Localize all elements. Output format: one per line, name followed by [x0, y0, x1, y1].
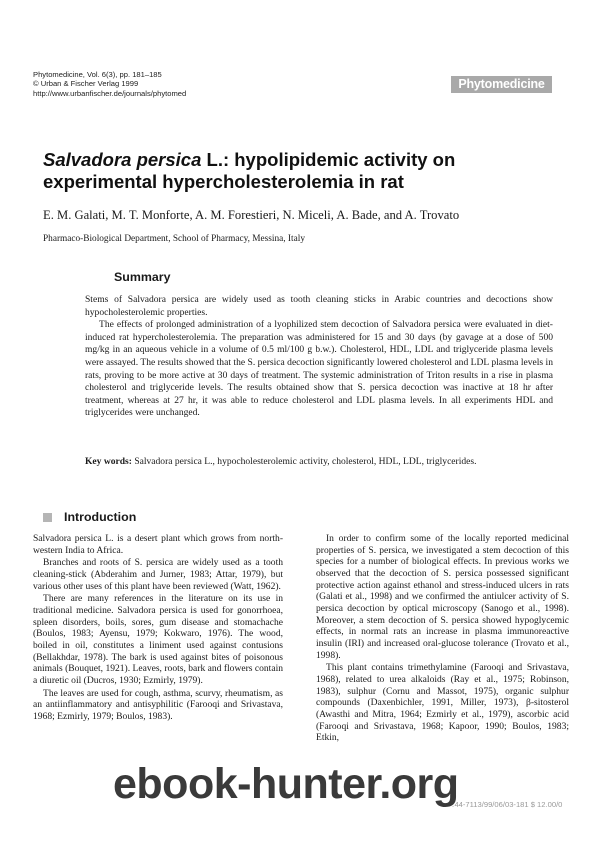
- body-paragraph: Salvadora persica L. is a desert plant which grows from north-western India to Africa.: [33, 533, 283, 556]
- journal-url[interactable]: http://www.urbanfischer.de/journals/phytomed: [33, 88, 187, 98]
- summary-paragraph: Stems of Salvadora persica are widely used as tooth cleaning sticks in Arabic countries and decoctions show hypocholesterolemic properties.: [85, 294, 553, 318]
- body-paragraph: This plant contains trimethylamine (Farooqi and Srivastava, 1968), related to urea alkaloids (Ray et al., 1975; Robinson, 1983), sulphur (Cornu and Massot, 1975), organic sulphur compounds (Daxenbichler, 1991, Miller, 1973), β-sitosterol (Awasthi and Mitra, 1964; Ezmirly et al., 1979), ascorbic acid (Farooqi and Srivastava, 1968; Kapoor, 1990; Boulos, 1983; Etkin,: [316, 662, 569, 744]
- title-species: Salvadora persica: [43, 149, 202, 170]
- keywords: [85, 456, 553, 469]
- journal-badge: Phytomedicine: [451, 76, 552, 93]
- summary-paragraph: The effects of prolonged administration of a lyophilized stem decoction of Salvadora persica were evaluated in diet-induced rat hypercholesterolemia. The preparation was administered for 15 and 30 days (by gavage at a dose of 500 mg/kg in an aqueous vehicle in a volume of 0.5 ml/100 g b.w.). Cholesterol, HDL, LDL and triglyceride plasma levels were assayed. The results showed that the S. persica decoction significantly lowered cholesterol and LDL plasma levels in rats, proving to be more active at 30 days of treatment. The systemic administration of Triton results in a rise in plasma cholesterol and triglyceride levels. The results obtained show that S. persica decoction was inactive at 18 hr after treatment, whereas at 27 hr, it was able to reduce cholesterol and LDL plasma levels. In all experiments HDL and triglycerides were unchanged.: [85, 319, 553, 419]
- summary-heading: Summary: [114, 270, 171, 284]
- section-marker-icon: [43, 513, 52, 522]
- body-paragraph: There are many references in the literature on its use in traditional medicine. Salvadora persica is used for gonorrhoea, spleen disorders, boils, sores, gum disease and stomachache (Boulos, 1983; Ayensu, 1979; Kokwaro, 1976). The wood, boiled in oil, constitutes a liniment used against contusions (Bellakhdar, 1978). The bark is used against bites of poisonous animals (Bouquet, 1921). Leaves, roots, bark and flowers contain a diuretic oil (Ducros, 1930; Ezmirly, 1979).: [33, 593, 283, 686]
- body-paragraph: Branches and roots of S. persica are widely used as a tooth cleaning-stick (Abderahim and Jurner, 1983; Attar, 1979), but various other uses of this plant have been reviewed (Watt, 1962).: [33, 557, 283, 592]
- author-list: E. M. Galati, M. T. Monforte, A. M. Forestieri, N. Miceli, A. Bade, and A. Trovato: [43, 208, 460, 222]
- keywords-label: Key words:: [85, 456, 132, 467]
- affiliation: Pharmaco-Biological Department, School of Pharmacy, Messina, Italy: [43, 234, 305, 244]
- introduction-heading: Introduction: [64, 510, 137, 524]
- issn-code: 0944-7113/99/06/03-181 $ 12.00/0: [446, 800, 563, 809]
- watermark: ebook-hunter.org: [113, 760, 459, 808]
- body-paragraph: In order to confirm some of the locally reported medicinal properties of S. persica, we investigated a stem decoction of this species for a number of biological effects. In previous works we observed that the decoction of S. persica possessed significant protective action against ethanol and stress-induced ulcers in rats (Galati et al., 1998) and we confirmed the antiulcer activity of S. persica decoction by optical microscopy (Sanogo et al., 1998). Moreover, a stem decoction of S. persica showed hypoglycemic effects, in normal rats an increase in plasma immunoreactive insulin (IRI) and increased oral-glucose tolerance (Trovato et al., 1998).: [316, 533, 569, 661]
- keywords-list: Salvadora persica L., hypocholesterolemic activity, cholesterol, HDL, LDL, triglycerides.: [131, 456, 477, 467]
- summary-body: [85, 294, 553, 420]
- left-column: [33, 533, 283, 724]
- article-title: [43, 149, 563, 193]
- copyright-line: © Urban & Fischer Verlag 1999: [33, 79, 139, 89]
- title-rest: L.: hypolipidemic activity on experimental hypercholesterolemia in rat: [43, 149, 456, 192]
- right-column: [316, 533, 569, 745]
- journal-citation: [33, 70, 186, 98]
- journal-line: Phytomedicine, Vol. 6(3), pp. 181–185: [33, 70, 162, 79]
- body-paragraph: The leaves are used for cough, asthma, scurvy, rheumatism, as an antiinflammatory and antisyphilitic (Farooqi and Srivastava, 1968; Ezmirly, 1979; Boulos, 1983).: [33, 687, 283, 722]
